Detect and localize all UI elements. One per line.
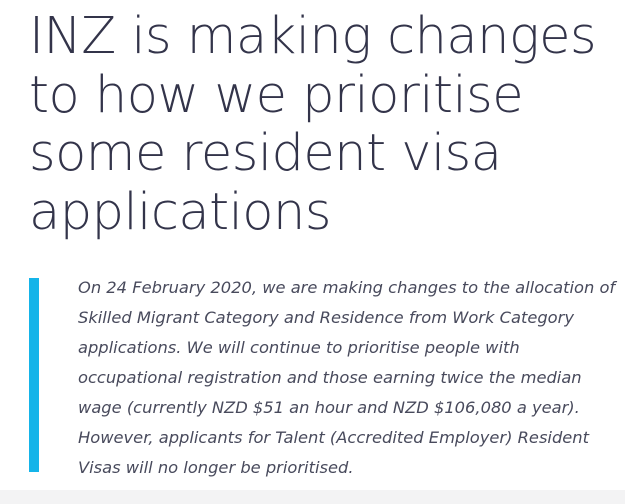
page-title-line: to how we prioritise <box>29 65 524 125</box>
page-title <box>29 8 619 242</box>
intro-line: Skilled Migrant Category and Residence from Work Category <box>78 308 574 327</box>
intro-line: On 24 February 2020, we are making changes to the allocation of <box>78 278 616 297</box>
page-title-line: INZ is making changes <box>29 7 597 66</box>
quote-accent-bar <box>29 278 39 472</box>
intro-line: However, applicants for Talent (Accredited Employer) Resident <box>78 428 590 447</box>
intro-line: occupational registration and those earning twice the median <box>78 368 582 387</box>
intro-line: applications. We will continue to prioritise people with <box>78 338 520 357</box>
intro-line: wage (currently NZD $51 an hour and NZD $106,080 a year). <box>78 398 580 417</box>
page-title-line: applications <box>29 182 331 242</box>
bottom-strip <box>0 490 625 504</box>
intro-blockquote <box>29 278 619 477</box>
page-title-line: some resident visa <box>29 124 502 183</box>
intro-paragraph <box>78 273 623 483</box>
intro-line: Visas will no longer be prioritised. <box>78 458 354 477</box>
